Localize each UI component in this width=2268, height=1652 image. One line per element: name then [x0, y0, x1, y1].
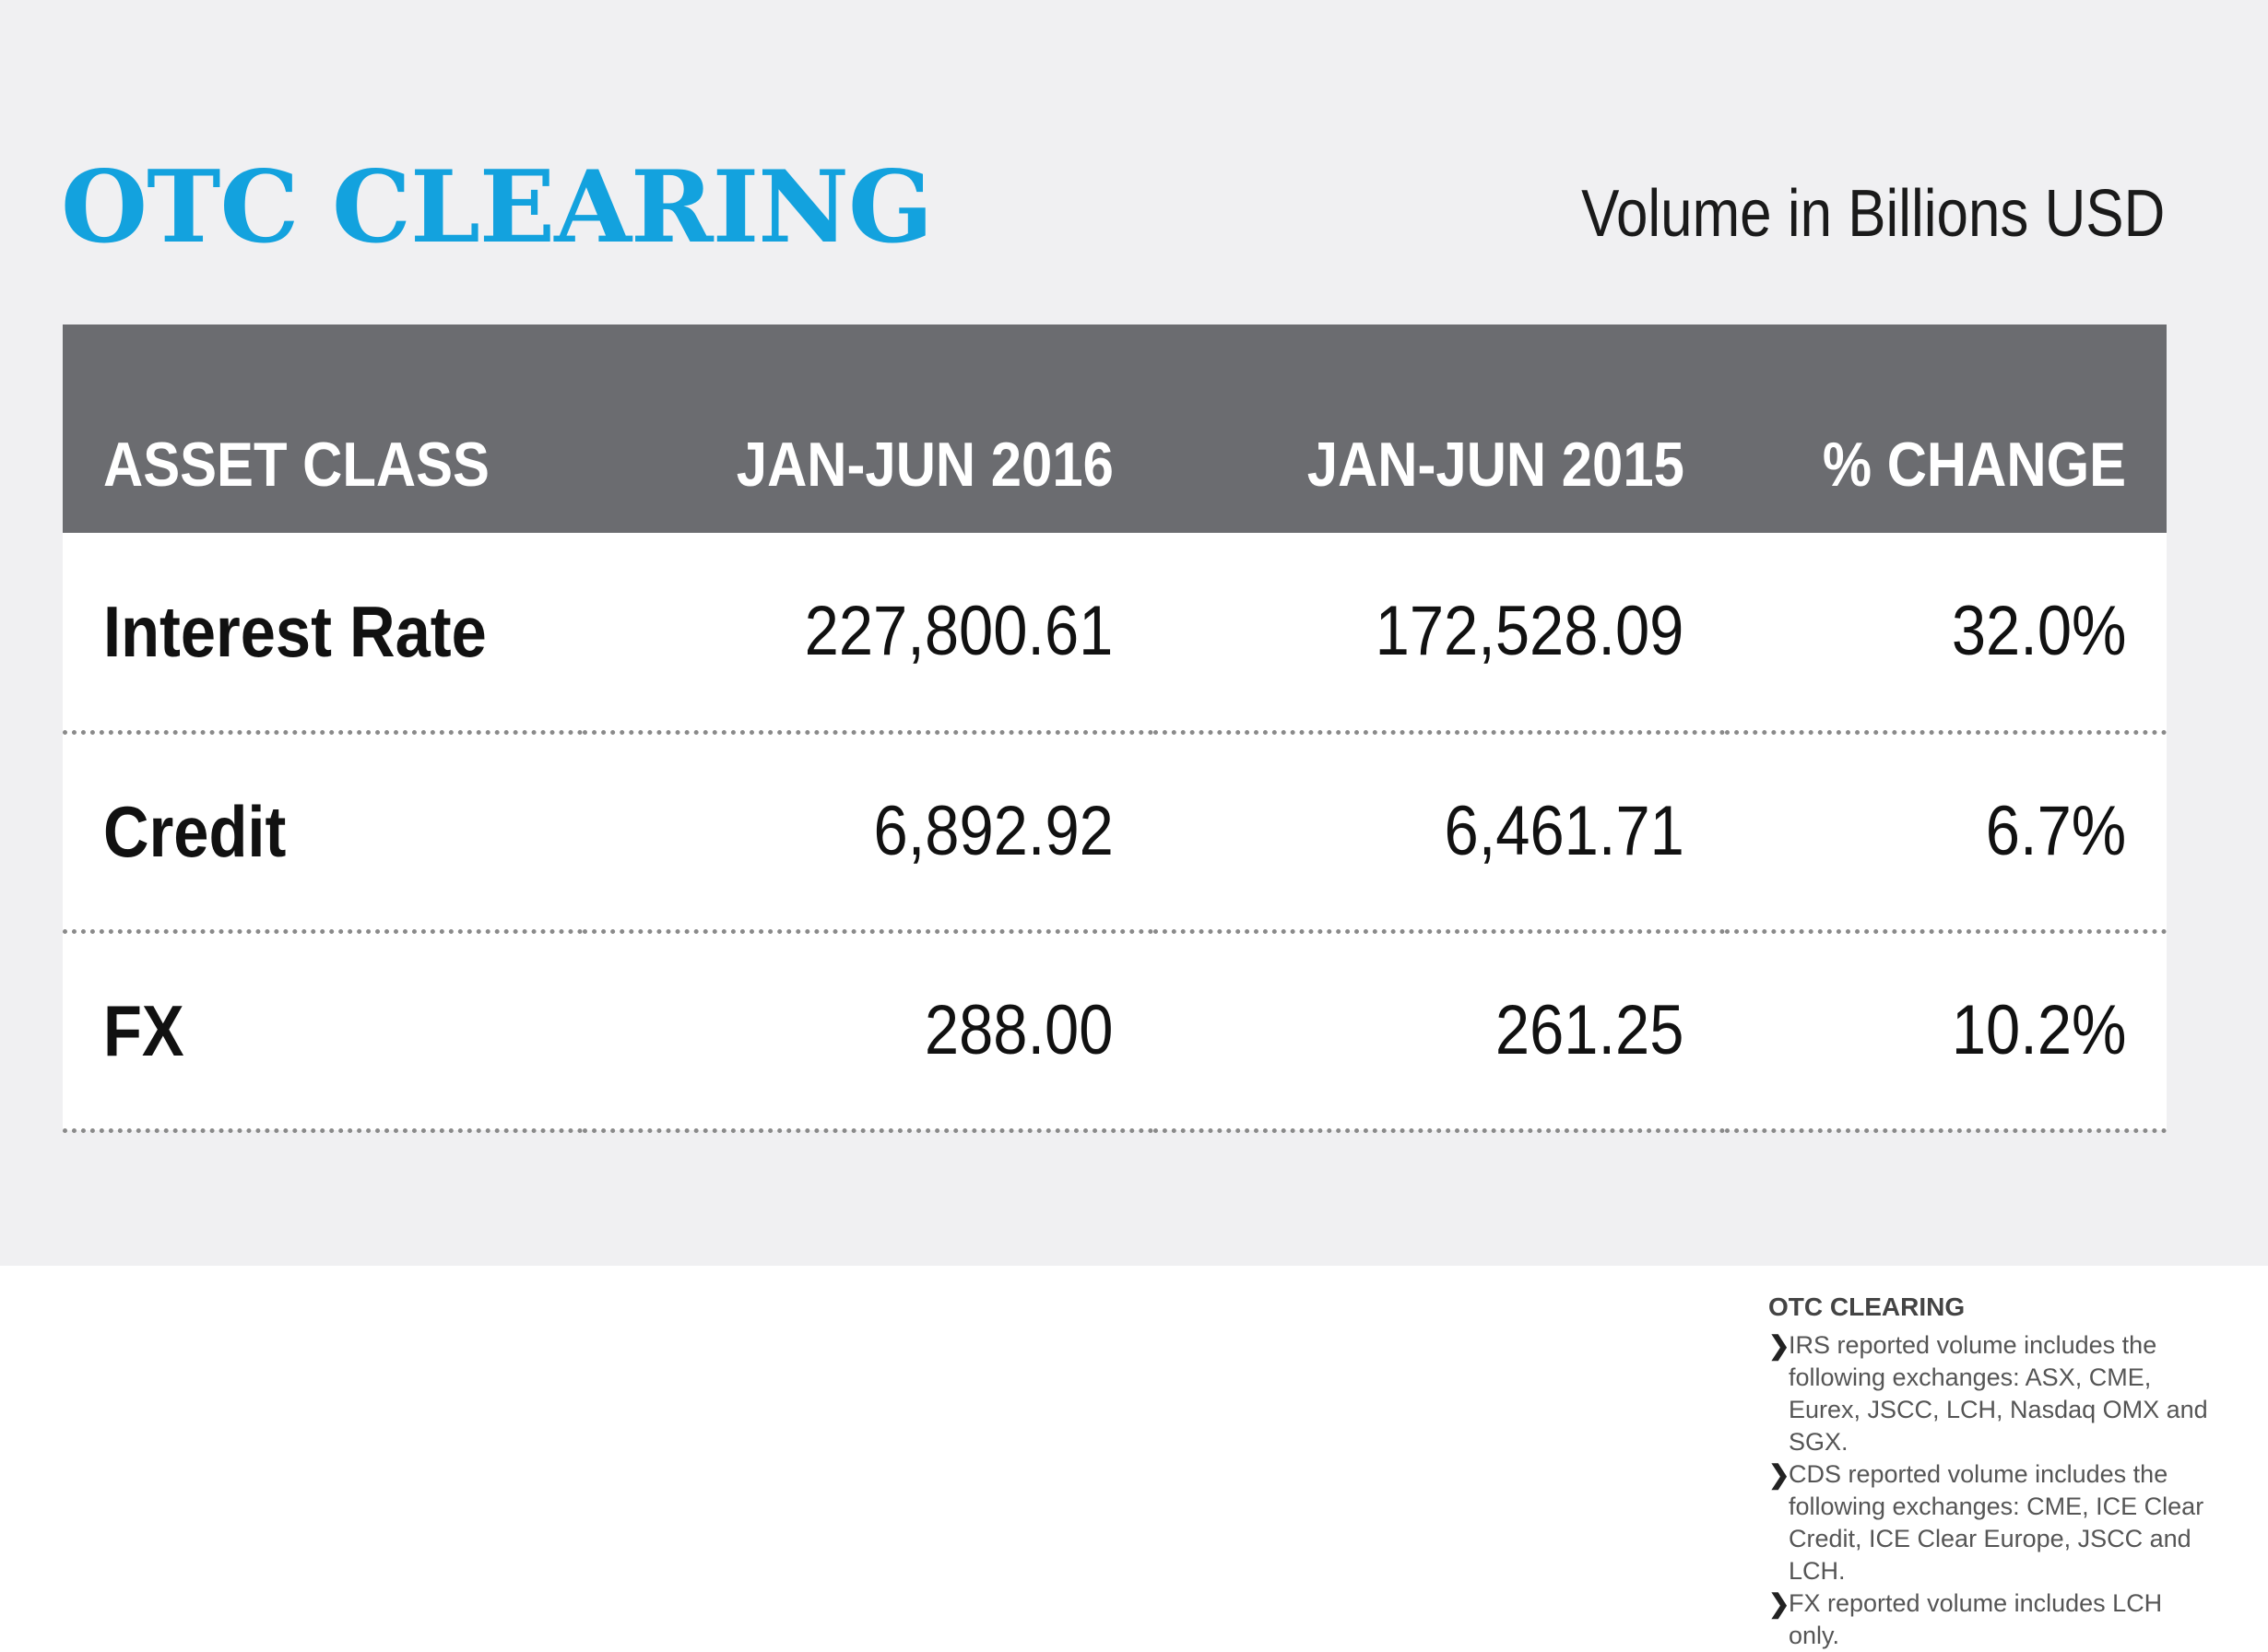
cell-percent-change: 10.2% — [1725, 931, 2167, 1130]
chart-subtitle: Volume in Billions USD — [1580, 177, 2165, 251]
footnote-item — [1768, 1458, 2211, 1587]
data-table — [63, 324, 2167, 1133]
footnote-text: CDS reported volume includes the following exchanges: CME, ICE Clear Credit, ICE Clear Europe, JSCC and LCH. — [1789, 1460, 2204, 1585]
cell-jan-jun-2016: 6,892.92 — [583, 732, 1153, 931]
footnote-item — [1768, 1587, 2211, 1652]
table-row — [63, 732, 2167, 931]
cell-jan-jun-2015: 6,461.71 — [1153, 732, 1724, 931]
header-asset-class: ASSET CLASS — [103, 430, 490, 500]
cell-asset-class: Credit — [63, 732, 583, 931]
cell-asset-class: Interest Rate — [63, 533, 583, 732]
cell-asset-class: FX — [63, 931, 583, 1130]
cell-jan-jun-2016: 288.00 — [583, 931, 1153, 1130]
footnote-text: FX reported volume includes LCH only. — [1789, 1589, 2163, 1649]
cell-jan-jun-2015: 172,528.09 — [1153, 533, 1724, 732]
chevron-right-icon: ❯ — [1768, 1589, 1790, 1618]
cell-jan-jun-2016: 227,800.61 — [583, 533, 1153, 732]
footnote-text: IRS reported volume includes the following exchanges: ASX, CME, Eurex, JSCC, LCH, Nasdaq OMX and SGX. — [1789, 1331, 2208, 1456]
chart-title: OTC CLEARING — [61, 149, 933, 266]
table-row — [63, 533, 2167, 732]
header-percent-change: % CHANGE — [1822, 430, 2126, 500]
cell-percent-change: 6.7% — [1725, 732, 2167, 931]
header-jan-jun-2015: JAN-JUN 2015 — [1306, 430, 1684, 500]
header-jan-jun-2016: JAN-JUN 2016 — [736, 430, 1114, 500]
table-header-row — [63, 324, 2167, 533]
footnote-item — [1768, 1329, 2211, 1458]
chevron-right-icon: ❯ — [1768, 1460, 1790, 1489]
footnotes — [1768, 1289, 2211, 1652]
chevron-right-icon: ❯ — [1768, 1331, 1790, 1360]
footnotes-title: OTC CLEARING — [1768, 1292, 1966, 1321]
cell-jan-jun-2015: 261.25 — [1153, 931, 1724, 1130]
table-row — [63, 931, 2167, 1130]
cell-percent-change: 32.0% — [1725, 533, 2167, 732]
